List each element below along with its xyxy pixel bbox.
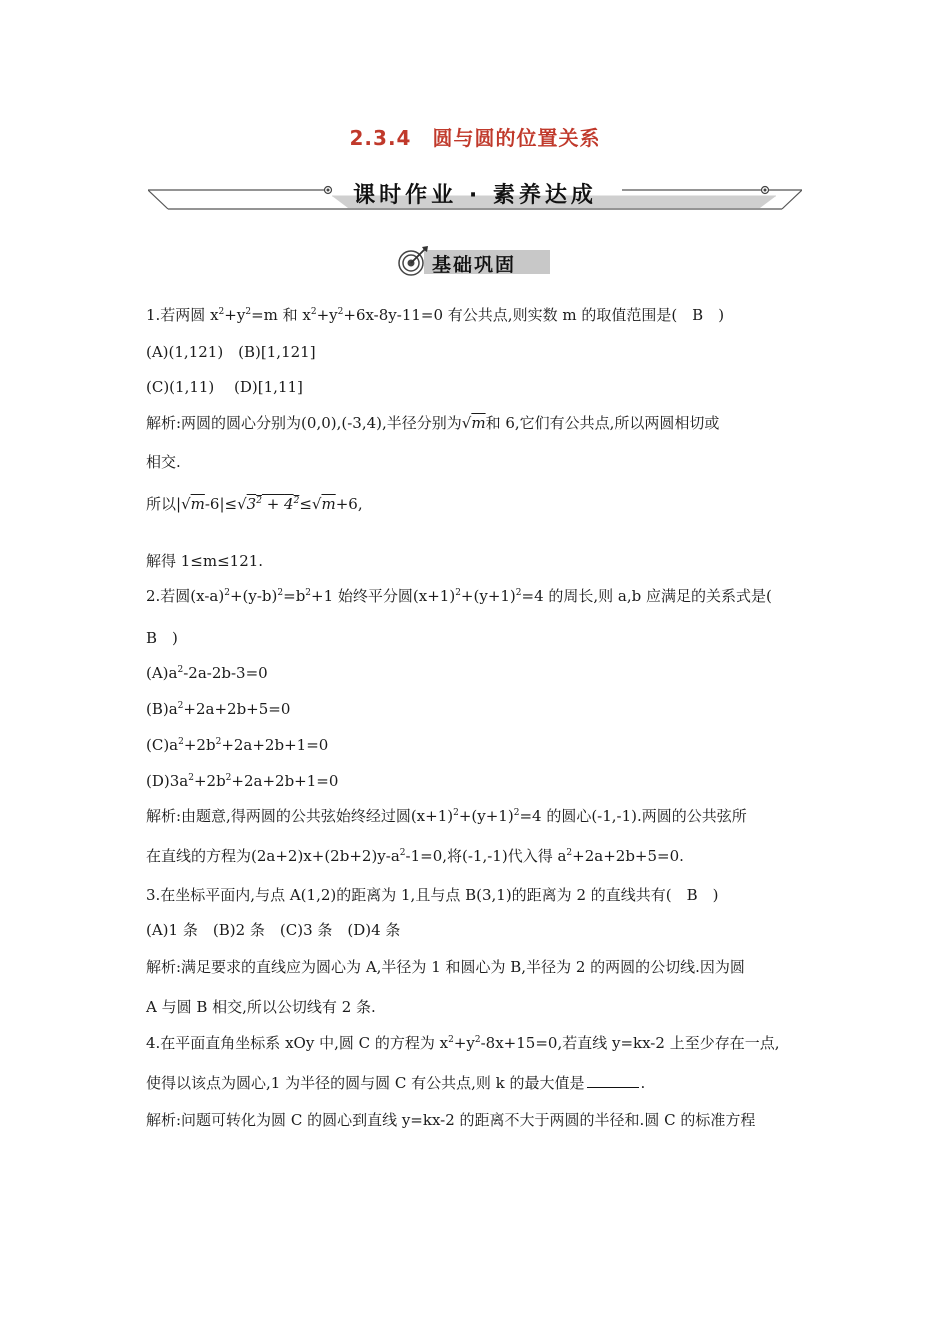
q4-solution-line1: 解析:问题可转化为圆 C 的圆心到直线 y=kx-2 的距离不大于两圆的半径和.圆 C 的标准方程	[146, 1111, 756, 1129]
q2-stem: 2.若圆$(x-a)^2+(y-b)^2=b^2+1$ 始终平分圆$(x+1)^2+(y+1)^2=4$ 的周长,则 a,b 应满足的关系式是(	[146, 587, 772, 605]
q1-options-ab: (A)(1,121) (B)[1,121]	[146, 343, 316, 361]
target-icon	[396, 244, 430, 278]
q1-solution-line2: 相交.	[146, 453, 181, 471]
sqrt-m: √m	[311, 495, 336, 513]
q1-solution-line4: 解得 1≤m≤121.	[146, 552, 264, 570]
section-title: 基础巩固	[432, 254, 517, 276]
q2-solution-line2: 在直线的方程为$(2a+2)x+(2b+2)y-a^2-1=0$,将(-1,-1)代入得 $a^2+2a+2b+5=0$.	[146, 847, 684, 865]
answer-blank[interactable]	[587, 1073, 639, 1088]
q3-solution-line2: A 与圆 B 相交,所以公切线有 2 条.	[146, 998, 376, 1016]
page-title: 2.3.4 圆与圆的位置关系	[349, 126, 601, 150]
sqrt-sum-of-squares: $√3^2 + 4^2$	[237, 495, 300, 513]
banner-title: 课时作业 · 素养达成	[353, 183, 597, 208]
q2-option-b: $(B)a^2+2a+2b+5=0$	[146, 700, 291, 718]
q1-solution-line3: 所以$|√m-6|\le√3^2 + 4^2\le√m+6$,	[146, 495, 363, 513]
q2-solution-line1: 解析:由题意,得两圆的公共弦始终经过圆$(x+1)^2+(y+1)^2=4$ 的圆心(-1,-1).两圆的公共弦所	[146, 807, 747, 825]
q2-option-c: $(C)a^2+2b^2+2a+2b+1=0$	[146, 736, 329, 754]
sqrt-m: √m	[461, 414, 486, 432]
q2-stem-answer: B )	[146, 629, 178, 647]
q4-stem: 4.在平面直角坐标系 xOy 中,圆 C 的方程为 $x^2+y^2-8x+15=0$,若直线 y=kx-2 上至少存在一点,	[146, 1034, 780, 1052]
q1-solution-line1: 解析:两圆的圆心分别为(0,0),(-3,4),半径分别为√m和 6,它们有公共点,所以两圆相切或	[146, 414, 720, 432]
section-banner	[148, 176, 802, 212]
sqrt-m: √m	[181, 495, 205, 513]
q2-option-a: $(A)a^2-2a-2b-3=0$	[146, 664, 268, 682]
q3-stem: 3.在坐标平面内,与点 A(1,2)的距离为 1,且与点 B(3,1)的距离为 2 的直线共有( B )	[146, 886, 719, 904]
q3-options: (A)1 条 (B)2 条 (C)3 条 (D)4 条	[146, 921, 401, 939]
q4-stem-line2: 使得以该点为圆心,1 为半径的圆与圆 C 有公共点,则 k 的最大值是 .	[146, 1074, 646, 1092]
section-header	[396, 244, 558, 278]
q1-options-cd: (C)(1,11) (D)[1,11]	[146, 378, 303, 396]
q2-option-d: $(D)3a^2+2b^2+2a+2b+1=0$	[146, 772, 339, 790]
q1-stem: 1.若两圆 $x^2+y^2=m$ 和 $x^2+y^2+6x-8y-11=0$ 有公共点,则实数 m 的取值范围是( B )	[146, 306, 725, 324]
q3-solution-line1: 解析:满足要求的直线应为圆心为 A,半径为 1 和圆心为 B,半径为 2 的两圆的公切线.因为圆	[146, 958, 745, 976]
